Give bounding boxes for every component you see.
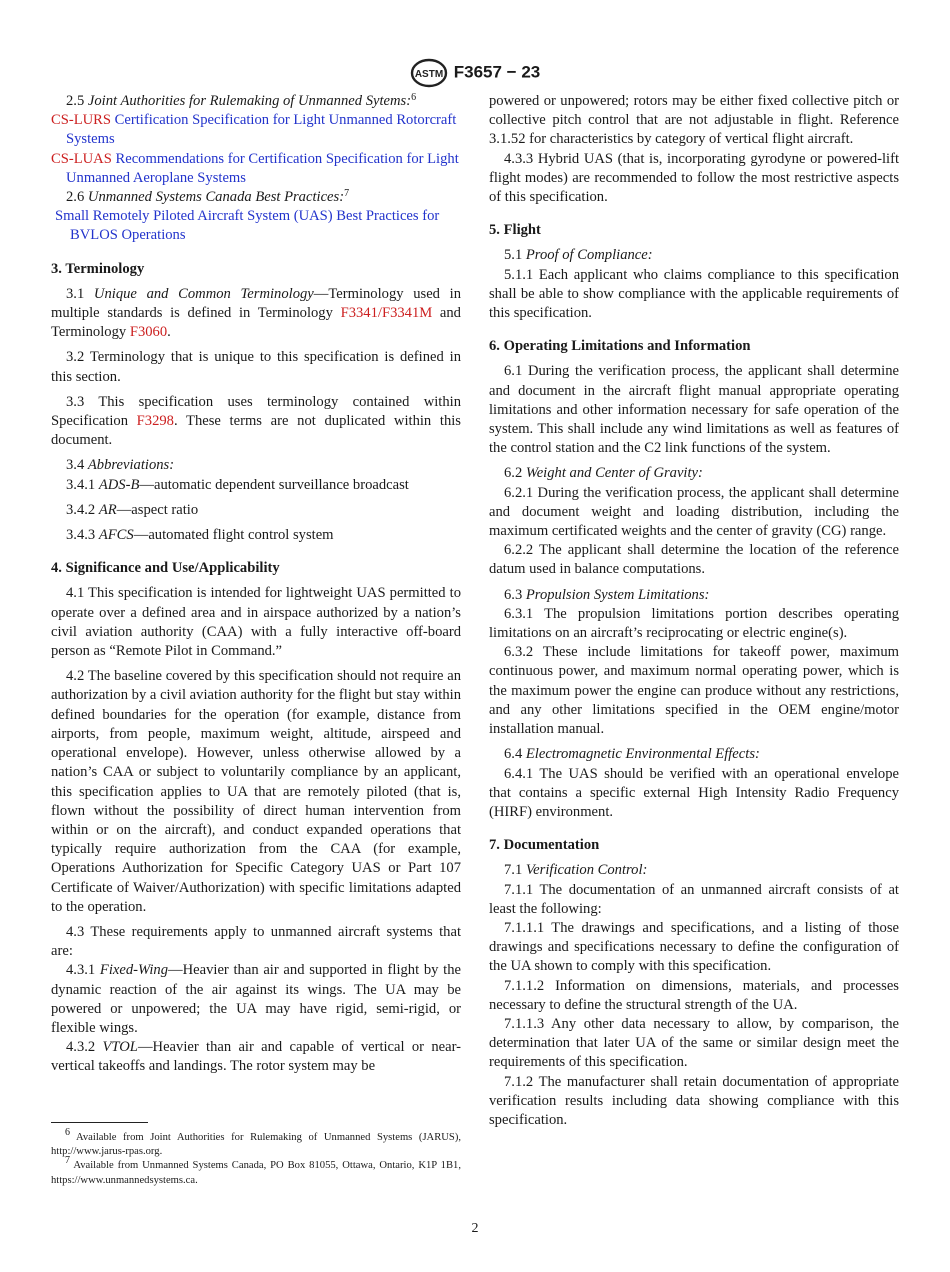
footnote-7: $^7$ Available from Unmanned Systems Canada, PO Box 81055, Ottawa, Ontario, K1P 1B1, https://www.unmannedsystems.ca. (51, 1155, 461, 1186)
page-header (0, 58, 950, 88)
section-6-2-1: 6.2.1 During the verification process, the applicant shall determine and document weight and loading distribution, including the maximum certificated weights and the center of gravity (CG) range. (489, 484, 899, 540)
section-7-1-1: 7.1.1 The documentation of an unmanned aircraft consists of at least the following: (489, 881, 899, 917)
section-3-4-1: 3.4.1 ADS-B—automatic dependent surveillance broadcast (66, 476, 409, 493)
footnotes (51, 1127, 461, 1188)
section-2-6: 2.6 Unmanned Systems Canada Best Practices:$^7$ (66, 188, 350, 206)
section-3-3: 3.3 This specification uses terminology contained within Specification F3298. These terms are not duplicated within this document. (51, 393, 461, 449)
heading-significance: 4. Significance and Use/Applicability (51, 560, 280, 577)
link-f3341[interactable]: F3341/F3341M (340, 305, 433, 322)
heading-documentation: 7. Documentation (489, 837, 600, 854)
footnote-divider (51, 1122, 148, 1123)
section-3-4: 3.4 Abbreviations: (66, 457, 175, 474)
section-4-3-2-continued: powered or unpowered; rotors may be either fixed collective pitch or collective pitch control that are not adjustable in flight. Reference 3.1.52 for characteristics by category of vertical flight aircraft. (489, 93, 899, 148)
section-4-1: 4.1 This specification is intended for lightweight UAS permitted to operate over a defined area and in airspace authorized by a nation’s civil aviation authority (CAA) with a fully interactive off-board person as “Remote Pilot in Command.” (51, 585, 461, 660)
section-6-3-1: 6.3.1 The propulsion limitations portion describes operating limitations on an aircraft’s reciprocating or electric engine(s). (489, 605, 899, 642)
reference-cs-luas[interactable]: CS-LUAS Recommendations for Certification Specification for Light Unmanned Aeroplane Systems (51, 150, 459, 186)
section-7-1-2: 7.1.2 The manufacturer shall retain documentation of appropriate verification results including data showing compliance with this specification. (489, 1073, 899, 1128)
left-column (51, 92, 461, 1077)
section-3-4-2: 3.4.2 AR—aspect ratio (66, 501, 199, 518)
page-number: 2 (471, 1221, 479, 1236)
section-7-1: 7.1 Verification Control: (504, 862, 648, 879)
section-6-3: 6.3 Propulsion System Limitations: (504, 586, 710, 603)
heading-operating-limitations: 6. Operating Limitations and Information (489, 338, 751, 355)
section-6-4: 6.4 Electromagnetic Environmental Effects: (504, 746, 760, 763)
reference-cs-lurs[interactable]: CS-LURS Certification Specification for Light Unmanned Rotorcraft Systems (51, 112, 457, 148)
document-id: F3657 − 23 (453, 62, 541, 82)
section-6-3-2: 6.3.2 These include limitations for takeoff power, maximum continuous power, and maximum normal operating power, which is the maximum power the engine can produce without any restrictions, and any other limitations specified in the OEM engine/motor installation manual. (489, 644, 899, 738)
link-f3298[interactable]: F3298 (136, 413, 174, 430)
section-4-3: 4.3 These requirements apply to unmanned aircraft systems that are: (51, 923, 461, 960)
section-3-2: 3.2 Terminology that is unique to this specification is defined in this section. (51, 349, 461, 385)
section-5-1-1: 5.1.1 Each applicant who claims compliance to this specification shall be able to show compliance with the applicable requirements of this specification. (489, 266, 899, 322)
heading-terminology: 3. Terminology (51, 260, 145, 277)
section-4-3-1: 4.3.1 Fixed-Wing—Heavier than air and supported in flight by the dynamic reaction of the air against its wings. The UA may be powered or unpowered; the UA may have rigid, semi-rigid, or flexible wings. (51, 962, 461, 1036)
right-column (489, 92, 899, 1130)
section-2-5: 2.5 Joint Authorities for Rulemaking of Unmanned Sytems:$^6$ (66, 92, 417, 109)
section-7-1-1-1: 7.1.1.1 The drawings and specifications, and a listing of those drawings and specifications necessary to define the configuration of the UA shown to comply with this specification. (489, 919, 899, 975)
reference-usc-bvlos[interactable]: Small Remotely Piloted Aircraft System (UAS) Best Practices for BVLOS Operations (55, 208, 440, 244)
section-6-4-1: 6.4.1 The UAS should be verified with an operational envelope that contains a specific external High Intensity Radio Frequency (HIRF) environment. (489, 765, 899, 820)
section-6-1: 6.1 During the verification process, the applicant shall determine and document in the aircraft flight manual appropriate operating limitations and other information necessary for safe operation of the system. This shall include any wind limitations as well as features of the control station and the C2 link functions of the system. (489, 363, 899, 457)
astm-logo-icon (410, 58, 448, 88)
section-4-3-2: 4.3.2 VTOL—Heavier than air and capable of vertical or near-vertical takeoffs and landings. The rotor system may be (51, 1039, 462, 1075)
section-4-2: 4.2 The baseline covered by this specification should not require an authorization by a civil aviation authority for the flight but stay within defined boundaries for the operation (for example, distance from airports, from people, maximum weight, altitude, airspeed and operational envelope). However, unless otherwise allowed by a nation’s CAA or subject to voluntarily compliance by an applicant, this specification applies to UA that are remotely piloted (that is, flown without the possibility of direct human intervention from within or on the aircraft), and conduct expanded operations that typically require authorization from the CAA (for example, Operations Authorization for Specific Category UAS or Part 107 Certificate of Waiver/Authorization) with specific limitations adapted to the operation. (51, 668, 461, 915)
section-5-1: 5.1 Proof of Compliance: (504, 247, 653, 264)
heading-flight: 5. Flight (489, 222, 541, 239)
svg-text:ASTM: ASTM (414, 69, 443, 80)
section-4-3-3: 4.3.3 Hybrid UAS (that is, incorporating gyrodyne or powered-lift flight modes) are recommended to follow the most restrictive aspects of this specification. (489, 150, 899, 206)
section-3-4-3: 3.4.3 AFCS—automated flight control system (66, 527, 334, 544)
section-7-1-1-3: 7.1.1.3 Any other data necessary to allow, by comparison, the determination that later UA of the same or similar design meet the requirements of this specification. (489, 1015, 899, 1071)
section-7-1-1-2: 7.1.1.2 Information on dimensions, materials, and processes necessary to define the structural strength of the UA. (489, 977, 899, 1013)
section-3-1: 3.1 Unique and Common Terminology—Terminology used in multiple standards is defined in Terminology F3341/F3341M and Terminology F3060. (51, 285, 461, 341)
section-6-2-2: 6.2.2 The applicant shall determine the location of the reference datum used in balance computations. (489, 542, 899, 578)
section-6-2: 6.2 Weight and Center of Gravity: (504, 465, 703, 482)
footnote-6: $^6$ Available from Joint Authorities for Rulemaking of Unmanned Systems (JARUS), http://www.jarus-rpas.org. (51, 1127, 461, 1158)
link-f3060[interactable]: F3060 (129, 324, 168, 341)
